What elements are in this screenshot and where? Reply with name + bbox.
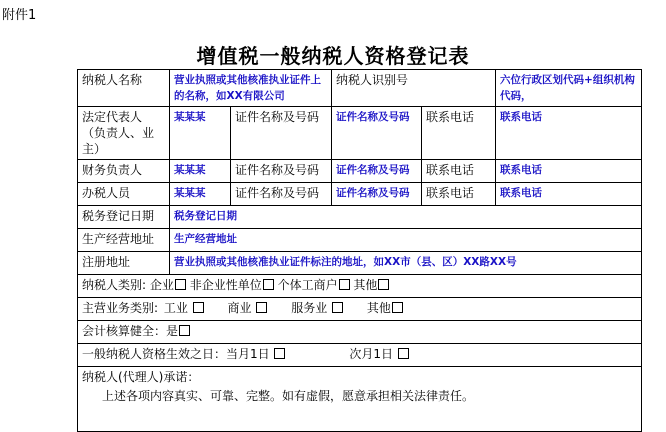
handler-phone-label: 联系电话: [422, 183, 496, 206]
option-service[interactable]: 服务业: [291, 301, 343, 315]
legal-rep-cert-value[interactable]: 证件名称及号码: [332, 107, 422, 160]
checkbox-yes[interactable]: [179, 325, 190, 336]
handler-cert-label: 证件名称及号码: [231, 183, 332, 206]
taxpayer-type-label: 纳税人类别:: [82, 278, 147, 292]
checkbox-non-enterprise[interactable]: [263, 279, 274, 290]
checkbox-commerce[interactable]: [256, 302, 267, 313]
row-taxpayer-name: [78, 70, 642, 107]
row-finance: [78, 160, 642, 183]
legal-rep-cert-label: 证件名称及号码: [231, 107, 332, 160]
row-reg-address: [78, 252, 642, 275]
option-non-enterprise[interactable]: 非企业性单位: [190, 278, 274, 292]
reg-date-label: 税务登记日期: [78, 206, 170, 229]
finance-phone-label: 联系电话: [422, 160, 496, 183]
option-individual[interactable]: 个体工商户: [278, 278, 350, 292]
promise-body: 上述各项内容真实、可靠、完整。如有虚假，愿意承担相关法律责任。: [102, 389, 475, 403]
handler-cert-value[interactable]: 证件名称及号码: [332, 183, 422, 206]
taxpayer-id-label: 纳税人识别号: [332, 70, 496, 107]
row-legal-rep: [78, 107, 642, 160]
accounting-cell: [78, 321, 642, 344]
option-other-type[interactable]: 其他: [353, 278, 389, 292]
taxpayer-name-label: 纳税人名称: [78, 70, 170, 107]
checkbox-service[interactable]: [332, 302, 343, 313]
attachment-label: 附件1: [2, 8, 37, 23]
form-title: 增值税一般纳税人资格登记表: [196, 44, 470, 68]
option-industry[interactable]: 工业: [164, 301, 204, 315]
effective-label: 一般纳税人资格生效之日：: [82, 347, 227, 361]
option-this-month[interactable]: 当月1日: [226, 347, 285, 361]
checkbox-enterprise[interactable]: [175, 279, 186, 290]
registration-form-table: [77, 69, 642, 432]
checkbox-next-month[interactable]: [398, 348, 409, 359]
promise-cell: [78, 367, 642, 432]
finance-phone-value[interactable]: 联系电话: [496, 160, 642, 183]
reg-date-value[interactable]: 税务登记日期: [170, 206, 642, 229]
effective-cell: [78, 344, 642, 367]
accounting-label: 会计核算健全：: [82, 324, 167, 338]
option-commerce[interactable]: 商业: [228, 301, 268, 315]
taxpayer-name-value[interactable]: 营业执照或其他核准执业证件上的名称，如XX有限公司: [170, 70, 332, 107]
row-handler: [78, 183, 642, 206]
option-other-business[interactable]: 其他: [367, 301, 403, 315]
checkbox-other-type[interactable]: [378, 279, 389, 290]
handler-phone-value[interactable]: 联系电话: [496, 183, 642, 206]
legal-rep-label: 法定代表人（负责人、业主）: [78, 107, 170, 160]
option-next-month[interactable]: 次月1日: [349, 347, 408, 361]
address-label: 生产经营地址: [78, 229, 170, 252]
business-type-cell: [78, 298, 642, 321]
finance-value[interactable]: 某某某: [170, 160, 231, 183]
row-promise: [78, 367, 642, 432]
checkbox-other-business[interactable]: [392, 302, 403, 313]
reg-address-label: 注册地址: [78, 252, 170, 275]
reg-address-value[interactable]: 营业执照或其他核准执业证件标注的地址，如XX市（县、区）XX路XX号: [170, 252, 642, 275]
row-address: [78, 229, 642, 252]
option-enterprise[interactable]: 企业: [150, 278, 186, 292]
legal-rep-phone-label: 联系电话: [422, 107, 496, 160]
checkbox-individual[interactable]: [339, 279, 350, 290]
row-taxpayer-type: [78, 275, 642, 298]
handler-value[interactable]: 某某某: [170, 183, 231, 206]
finance-cert-label: 证件名称及号码: [231, 160, 332, 183]
row-reg-date: [78, 206, 642, 229]
row-accounting: [78, 321, 642, 344]
legal-rep-value[interactable]: 某某某: [170, 107, 231, 160]
taxpayer-type-cell: [78, 275, 642, 298]
promise-label: 纳税人(代理人)承诺：: [82, 370, 200, 384]
handler-label: 办税人员: [78, 183, 170, 206]
legal-rep-phone-value[interactable]: 联系电话: [496, 107, 642, 160]
option-yes[interactable]: 是: [166, 324, 190, 338]
finance-label: 财务负责人: [78, 160, 170, 183]
business-type-label: 主营业务类别:: [82, 301, 159, 315]
checkbox-this-month[interactable]: [274, 348, 285, 359]
finance-cert-value[interactable]: 证件名称及号码: [332, 160, 422, 183]
taxpayer-id-value[interactable]: 六位行政区划代码+组织机构代码，: [496, 70, 642, 107]
address-value[interactable]: 生产经营地址: [170, 229, 642, 252]
row-effective: [78, 344, 642, 367]
row-business-type: [78, 298, 642, 321]
checkbox-industry[interactable]: [193, 302, 204, 313]
